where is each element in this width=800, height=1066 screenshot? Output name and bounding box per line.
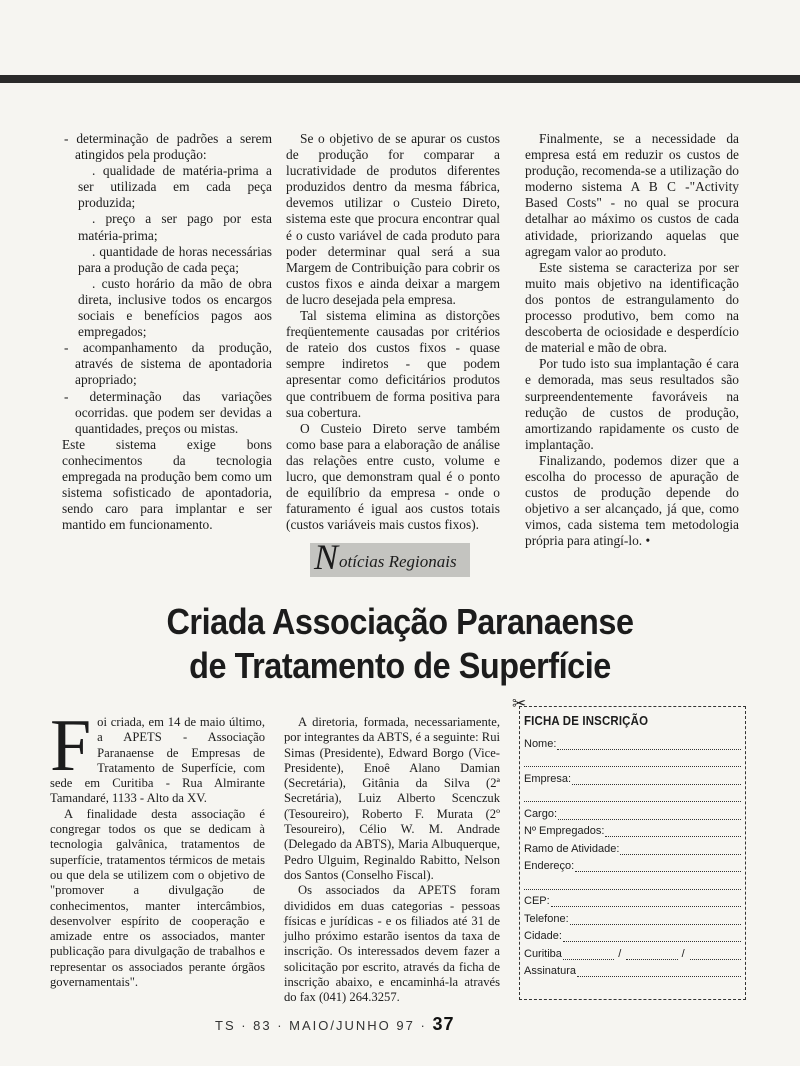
signature-label: Assinatura xyxy=(524,965,576,977)
form-row[interactable] xyxy=(524,820,741,838)
list-text: qualidade de matéria-prima a ser utilizada em cada peça produzida; xyxy=(78,163,272,211)
list-marker: . xyxy=(92,275,96,291)
paragraph: A diretoria, formada, necessariamente, por integrantes da ABTS, é a seguinte: Rui Simas (Presidente), Edward Borgo (Vice-Presidente), Enoê Alano Damian (Secretária), Gitânia da Silva (2ª Secretária), Luiz Alberto Scenczuk (Tesoureiro), Roberto F. Murata (2º Tesoureiro), Célio W. M. Andrade (Delegado da ABTS), Maria Albuquerque, Pedro Ulguim, Reginaldo Rabitto, Nelson dos Santos (Conselho Fiscal). xyxy=(284,715,500,882)
form-row[interactable] xyxy=(524,767,741,785)
date-separator: / xyxy=(618,947,622,960)
paragraph: A finalidade desta associação é congregar todos os que se dedicam à tecnologia galvânica, tratamentos de superfície, tratamentos térmicos de metais ou que dela se utilizem com o objetivo de "promover a divulgação de conhecimentos, manter intercâmbios, desenvolver espírito de cooperação e amizade entre os associados, manter publicação para divulgação de trabalhos e representar os associados perante órgãos governamentais". xyxy=(50,806,265,990)
date-separator: / xyxy=(681,947,685,960)
section-title: otícias Regionais xyxy=(339,552,457,571)
registration-form xyxy=(519,706,746,1000)
form-label: Endereço: xyxy=(524,860,575,872)
column-2 xyxy=(286,131,500,533)
form-label: Empresa: xyxy=(524,772,572,785)
signature-field[interactable] xyxy=(577,966,741,977)
form-row[interactable] xyxy=(524,907,741,925)
form-row[interactable] xyxy=(524,855,741,873)
form-label: Nome: xyxy=(524,737,557,750)
date-year-field[interactable] xyxy=(690,949,741,960)
list-text: determinação de padrões a serem atingidos pela produção: xyxy=(75,131,272,163)
form-row-date[interactable] xyxy=(524,942,741,960)
form-row[interactable] xyxy=(524,890,741,908)
headline-line-1: Criada Associação Paranaense xyxy=(166,601,634,642)
form-field[interactable] xyxy=(524,879,741,890)
list-item xyxy=(62,340,272,388)
footer-text: TS · 83 · MAIO/JUNHO 97 · xyxy=(215,1018,427,1033)
drop-cap: F xyxy=(50,705,92,787)
page-number: 37 xyxy=(432,1014,455,1034)
form-field[interactable] xyxy=(605,826,741,837)
list-item xyxy=(62,389,272,437)
list-item xyxy=(62,163,272,211)
form-field[interactable] xyxy=(572,774,741,785)
form-row[interactable] xyxy=(524,785,741,803)
column-1 xyxy=(62,131,272,533)
form-field[interactable] xyxy=(575,861,741,872)
form-title: FICHA DE INSCRIÇÃO xyxy=(524,713,649,728)
form-label: CEP: xyxy=(524,895,550,907)
top-rule xyxy=(0,75,800,83)
list-text: quantidade de horas necessárias para a produção de cada peça; xyxy=(78,243,272,275)
list-text: determinação das variações ocorridas. que podem ser devidas a quantidades, preços ou mistas. xyxy=(75,388,272,436)
form-field[interactable] xyxy=(558,809,741,820)
list-item xyxy=(62,244,272,276)
form-label: Ramo de Atividade: xyxy=(524,842,620,855)
date-month-field[interactable] xyxy=(626,949,677,960)
paragraph: Finalizando, podemos dizer que a escolha do processo de apuração de custos de produção depende do objetivo a ser alcançado, já que, como vimos, cada sistema tem metodologia própria para atingí-lo. • xyxy=(525,452,739,549)
form-label: Cidade: xyxy=(524,930,562,942)
form-field[interactable] xyxy=(524,756,741,767)
paragraph: Por tudo isto sua implantação é cara e demorada, mas seus resultados são surpreendentemente favoráveis na redução de custos de produção, amortizando rapidamente os custo de implantação. xyxy=(525,356,739,452)
form-row-signature[interactable] xyxy=(524,960,741,978)
form-field[interactable] xyxy=(570,914,741,925)
paragraph: Os associados da APETS foram divididos em duas categorias - pessoas físicas e jurídicas - e os filiados até 31 de julho próximo estarão isentos da taxa de inscrição. Os interessados devem fazer a solicitação por escrito, através da ficha de inscrição abaixo, e encaminhá-la através do fax (041) 264.3257. xyxy=(284,883,500,1005)
form-field[interactable] xyxy=(557,739,741,750)
form-row[interactable] xyxy=(524,925,741,943)
article-column-left xyxy=(50,705,265,990)
form-field[interactable] xyxy=(620,844,741,855)
column-3 xyxy=(525,131,739,549)
list-item xyxy=(62,211,272,243)
list-marker: . xyxy=(92,163,96,179)
form-field[interactable] xyxy=(524,791,741,802)
article-column-middle xyxy=(284,715,500,1006)
list-item xyxy=(62,131,272,163)
list-item xyxy=(62,276,272,340)
list-marker: - xyxy=(64,131,69,146)
list-marker: - xyxy=(64,388,69,404)
paragraph-text: oi criada, em 14 de maio último, a APETS - Associação Paranaense de Empresas de Tratamento de Superfície, com sede em Curitiba - Rua Almirante Tamandaré, 1133 - Alto da XV. xyxy=(50,715,265,806)
list-text: acompanhamento da produção, através de sistema de apontadoria apropriado; xyxy=(75,340,272,388)
form-row[interactable] xyxy=(524,837,741,855)
paragraph: Este sistema se caracteriza por ser muito mais objetivo na identificação dos pontos de estrangulamento do processo produtivo, bem como na descoberta de ociosidade e desperdício de material e mão de obra. xyxy=(525,259,739,356)
form-row[interactable] xyxy=(524,872,741,890)
form-row[interactable] xyxy=(524,802,741,820)
form-label: Nº Empregados: xyxy=(524,825,605,837)
list-text: preço a ser pago por esta matéria-prima; xyxy=(78,211,272,243)
paragraph: Este sistema exige bons conhecimentos da tecnologia empregada na produção bem como um sistema sofisticado de apontadoria, sendo caro para implantar e ser mantido em funcionamento. xyxy=(62,436,272,533)
form-row[interactable] xyxy=(524,750,741,768)
form-field[interactable] xyxy=(551,896,741,907)
list-marker: . xyxy=(92,211,96,227)
paragraph: Finalmente, se a necessidade da empresa está em reduzir os custos de produção, recomenda-se a utilização do moderno sistema A B C -"Activity Based Costs" - no qual se procura detalhar ao máximo os custos de cada atividade, priorizando aquelas que agregam valor ao produto. xyxy=(525,131,739,259)
form-label: Cargo: xyxy=(524,807,558,820)
paragraph: O Custeio Direto serve também como base para a elaboração de análise das relações entre custo, volume e lucro, que demonstram qual é o ponto de equilíbrio da empresa - onde o faturamento é igual aos custos totais (custos variáveis mais custos fixos). xyxy=(286,420,500,533)
list-marker: . xyxy=(92,243,96,259)
form-row[interactable] xyxy=(524,732,741,750)
section-banner xyxy=(310,537,470,577)
paragraph: Se o objetivo de se apurar os custos de produção for comparar a lucratividade de produtos diferentes produzidos dentro da mesma fábrica, devemos utilizar o Custeio Direto, sistema este que procura encontrar qual é o custo variável de cada produto para poder determinar qual será a sua Margem de Contribuição para cobrir os custos fixos e ainda deixar a margem de lucro desejada pela empresa. xyxy=(286,131,500,307)
list-text: custo horário da mão de obra direta, inclusive todos os encargos sociais e benefícios pagos aos empregados; xyxy=(78,275,272,340)
date-label: Curitiba xyxy=(524,947,562,960)
paragraph xyxy=(50,705,265,807)
headline-line-2: de Tratamento de Superfície xyxy=(189,645,611,686)
scissors-icon: ✂ xyxy=(512,694,527,713)
headline xyxy=(94,600,706,688)
form-label: Telefone: xyxy=(524,912,569,925)
form-rows xyxy=(524,732,741,942)
section-initial: N xyxy=(314,537,339,577)
form-field[interactable] xyxy=(563,931,741,942)
requirements-list xyxy=(62,131,272,437)
paragraph: Tal sistema elimina as distorções freqüentemente causadas por critérios de rateio dos custos fixos - quase sempre indiretos - que podem apresentar como deficitários produtos que contribuem de forma positiva para sua cobertura. xyxy=(286,308,500,420)
page-footer xyxy=(215,1014,615,1035)
date-day-field[interactable] xyxy=(563,949,614,960)
list-marker: - xyxy=(64,340,69,356)
